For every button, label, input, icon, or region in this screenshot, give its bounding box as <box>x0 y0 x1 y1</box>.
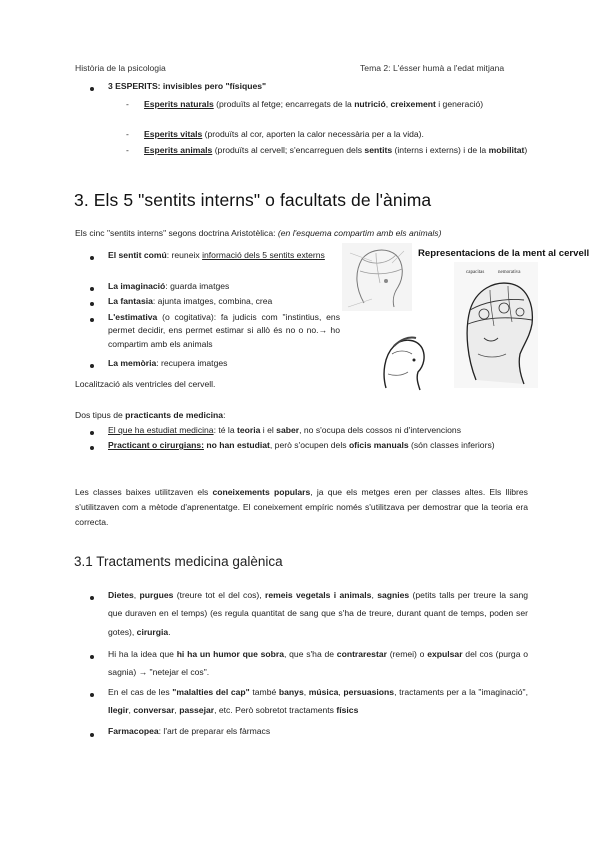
bullet <box>90 287 94 291</box>
sense-estimativa: L'estimativa (o cogitativa): fa judicis com "instintius, ens permet decidir, ens permet estimar si allò és no o no.→ ho compartim amb els animals <box>108 312 340 349</box>
dash: - <box>126 99 129 109</box>
esperits-animals: Esperits animals (produïts al cervell; s'encarreguen dels sentits (interns i externs) i de la mobilitat) <box>144 145 528 155</box>
localitzacio-text: Localització als ventricles del cervell. <box>75 379 216 389</box>
bullet <box>90 446 94 450</box>
dash: - <box>126 145 129 155</box>
classes-paragraph: Les classes baixes utilitzaven els coneixements populars, ja que els metges eren per classes altes. Els llibres s'utilitzaven com a mètode d'aprenentatge. El coneixement empíric només s'utilitzava per demostrar que la teoria era correcta. <box>75 487 528 528</box>
section-3-1-title: 3.1 Tractaments medicina galènica <box>74 554 283 569</box>
practicants-heading: Dos tipus de practicants de medicina: <box>75 410 226 420</box>
esperits-vitals: Esperits vitals (produïts al cor, aporten la calor necessària per a la vida). <box>144 129 424 139</box>
sense-memoria: La memòria: recupera imatges <box>108 358 228 368</box>
bullet <box>90 318 94 322</box>
bullet <box>90 256 94 260</box>
bullet <box>90 302 94 306</box>
tractament-malalties-cap: En el cas de les "malalties del cap" també banys, música, persuasions, tractaments per a la "imaginació", llegir, conversar, passejar, etc. Però sobretot tractaments físics <box>108 687 528 716</box>
bullet <box>90 431 94 435</box>
tractament-dietes: Dietes, purgues (treure tot el del cos), remeis vegetals i animals, sagnies (petits talls per treure la sang que duraven en el temps) (es regula quantitat de sang que s'ha de treure, durant quant de temps, poden ser gotes), cirurgia. <box>108 590 528 637</box>
bullet <box>90 596 94 600</box>
dash: - <box>126 129 129 139</box>
bullet <box>90 733 94 737</box>
esperits-naturals: Esperits naturals (produïts al fetge; encarregats de la nutrició, creixement i generació) <box>144 99 484 109</box>
sense-fantasia: La fantasia: ajunta imatges, combina, crea <box>108 296 273 306</box>
tractament-farmacopea: Farmacopea: l'art de preparar els fàrmacs <box>108 726 271 736</box>
medieval-head-engraving <box>454 262 538 388</box>
tractament-humor: Hi ha la idea que hi ha un humor que sobra, que s'ha de contrarestar (remei) o expulsar del cos (purga o sagnia) → "netejar el cos". <box>108 649 528 678</box>
header-left: Història de la psicologia <box>75 63 166 73</box>
bullet <box>90 87 94 91</box>
image-label-capacitas: capacitas <box>466 270 485 275</box>
sense-imaginacio: La imaginació: guarda imatges <box>108 281 230 291</box>
image-label-nemorativa: nemorativa <box>498 270 521 275</box>
sense-sentit-comu: El sentit comú: reuneix informació dels 5 sentits externs <box>108 250 325 260</box>
head-sketch-1 <box>342 243 412 311</box>
esperits-heading: 3 ESPERITS: invisibles pero "físiques" <box>108 81 267 91</box>
header-right: Tema 2: L'ésser humà a l'edat mitjana <box>360 63 505 73</box>
section-3-intro: Els cinc "sentits interns" segons doctrina Aristotèlica: (en l'esquema compartim amb els animals) <box>75 228 442 238</box>
practicant-medicina: El que ha estudiat medicina: té la teoria i el saber, no s'ocupa dels cossos ni d'intervencions <box>108 425 461 435</box>
bullet <box>90 364 94 368</box>
practicant-cirurgians: Practicant o cirurgians: no han estudiat, però s'ocupen dels oficis manuals (són classes inferiors) <box>108 440 495 450</box>
section-3-title: 3. Els 5 "sentits interns" o facultats de l'ànima <box>74 190 432 210</box>
image-caption: Representacions de la ment al cervell <box>418 248 590 259</box>
bullet <box>90 693 94 697</box>
bullet <box>90 655 94 659</box>
head-sketch-2 <box>378 330 428 392</box>
